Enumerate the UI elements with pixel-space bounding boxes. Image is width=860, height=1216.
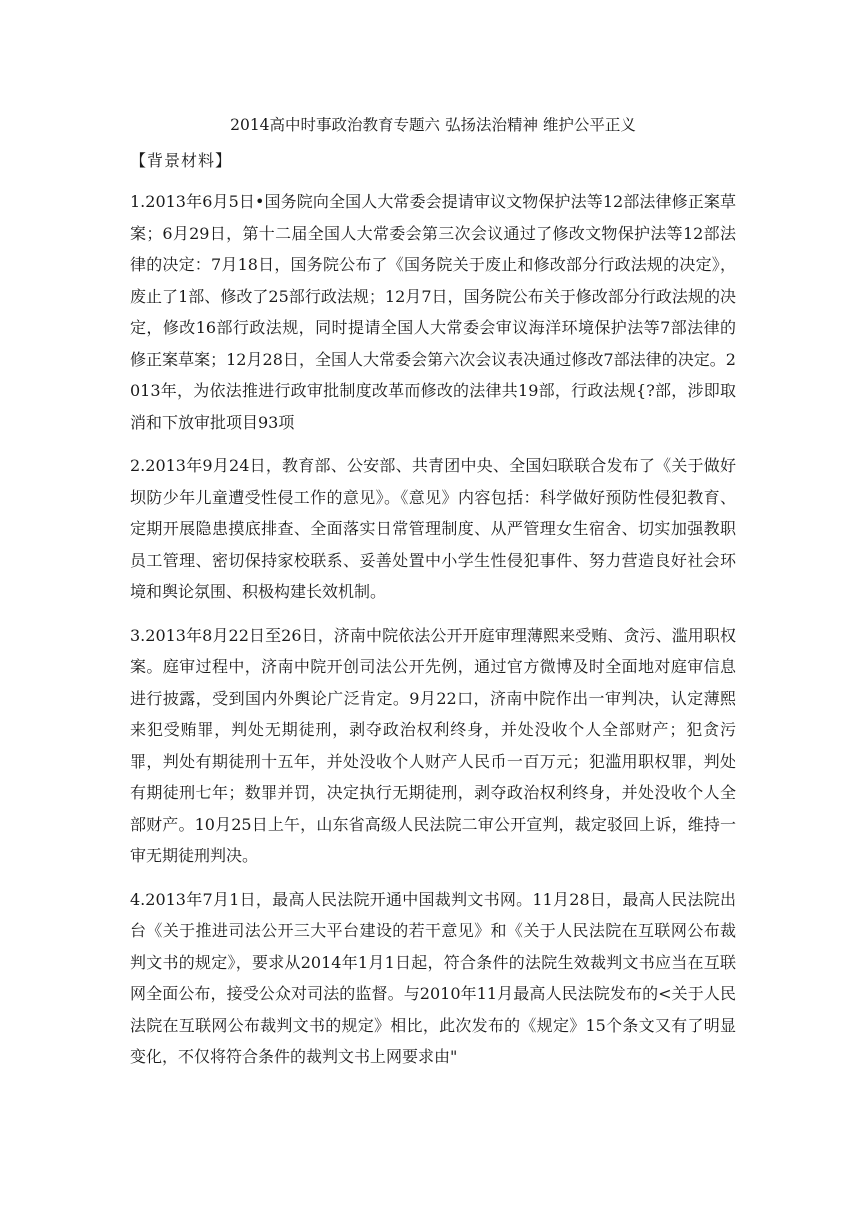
paragraph-2: 2.2013年9月24日，教育部、公安部、共青团中央、全国妇联联合发布了《关于做好坝防少年儿童遭受性侵工作的意见》。《意见》内容包括：科学做好预防性侵犯教育、定期开展隐患摸底排查、全面落实日常管理制度、从严管理女生宿舍、切实加强教职员工管理、密切保持家校联系、妥善处置中小学生性侵犯事件、努力营造良好社会环境和舆论氛围、积极构建长效机制。 [130, 456, 736, 601]
paragraph-1: 1.2013年6月5日•国务院向全国人大常委会提请审议文物保护法等12部法律修正案草案；6月29日，第十二届全国人大常委会第三次会议通过了修改文物保护法等12部法律的决定：7月18日，国务院公布了《国务院关于废止和修改部分行政法规的决定》，废止了1部、修改了25部行政法规；12月7日，国务院公布关于修改部分行政法规的决定，修改16部行政法规，同时提请全国人大常委会审议海洋环境保护法等7部法律的修正案草案；12月28日，全国人大常委会第六次会议表决通过修改7部法律的决定。2013年，为依法推进行政审批制度改革而修改的法律共19部，行政法规{?部，涉即取消和下放审批项目93项 [130, 192, 736, 432]
paragraph-4: 4.2013年7月1日，最高人民法院开通中国裁判文书网。11月28日，最高人民法院出台《关于推进司法公开三大平台建设的若干意见》和《关于人民法院在互联网公布裁判文书的规定》，要求从2014年1月1日起，符合条件的法院生效裁判文书应当在互联网全面公布，接受公众对司法的监督。与2010年11月最高人民法院发布的<关于人民法院在互联网公布裁判文书的规定》相比，此次发布的《规定》15个条文又有了明显变化，不仅将符合条件的裁判文书上网要求由" [130, 889, 736, 1066]
document-page [130, 112, 736, 1085]
paragraph-3: 3.2013年8月22日至26日，济南中院依法公开开庭审理薄熙来受贿、贪污、滥用职权案。庭审过程中，济南中院开创司法公开先例，通过官方微博及时全面地对庭审信息进行披露，受到国内外舆论广泛肯定。9月22口，济南中院作出一审判决，认定薄熙来犯受贿罪，判处无期徒刑，剥夺政治权利终身，并处没收个人全部财产；犯贪污罪，判处有期徒刑十五年，并处没收个人财产人民币一百万元；犯滥用职权罪，判处有期徒刑七年；数罪并罚，决定执行无期徒刑，剥夺政治权利终身，并处没收个人全部财产。10月25日上午，山东省高级人民法院二审公开宣判，裁定驳回上诉，维持一审无期徒刑判决。 [130, 625, 736, 865]
section-heading-background: 【背景材料】 [130, 151, 233, 170]
document-title: 2014高中时事政治教育专题六 弘扬法治精神 维护公平正义 [230, 116, 636, 134]
